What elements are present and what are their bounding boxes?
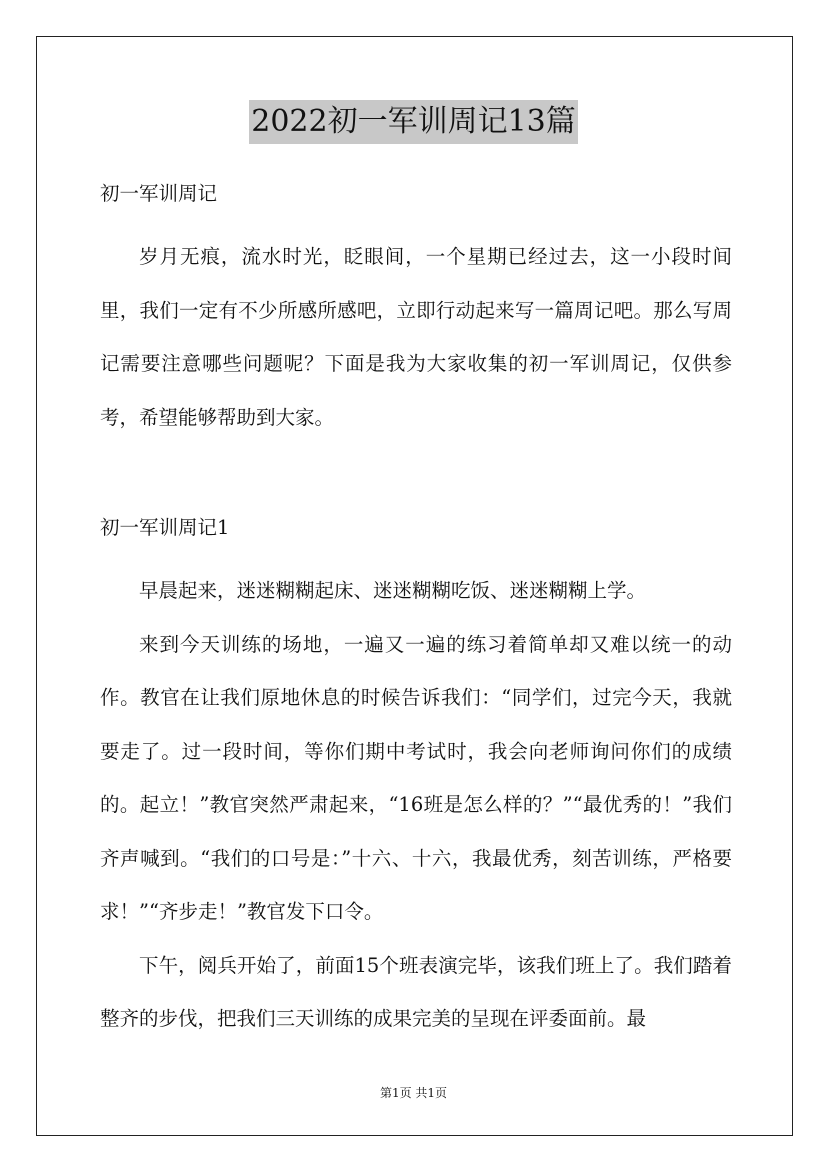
section-heading-1: 初一军训周记1 (100, 516, 230, 539)
spacer (100, 550, 732, 564)
body-paragraph: 下午，阅兵开始了，前面15个班表演完毕，该我们班上了。我们踏着整齐的步伐，把我们三天训练的成果完美的呈现在评委面前。最 (100, 953, 732, 1030)
spacer (100, 216, 732, 230)
document-body (100, 172, 732, 1046)
page-footer: 第1页 共1页 (379, 1086, 448, 1100)
section-heading-intro: 初一军训周记 (100, 182, 218, 205)
title-container (0, 100, 827, 144)
body-paragraph: 早晨起来，迷迷糊糊起床、迷迷糊糊吃饭、迷迷糊糊上学。 (139, 579, 647, 602)
intro-paragraph: 岁月无痕，流水时光，眨眼间，一个星期已经过去，这一小段时间里，我们一定有不少所感所感吧，立即行动起来写一篇周记吧。那么写周记需要注意哪些问题呢？下面是我为大家收集的初一军训周记，仅供参考，希望能够帮助到大家。 (100, 245, 732, 429)
document-title: 2022初一军训周记13篇 (249, 100, 578, 144)
spacer (100, 444, 732, 506)
body-paragraph: 来到今天训练的场地，一遍又一遍的练习着简单却又难以统一的动作。教官在让我们原地休息的时候告诉我们：“同学们，过完今天，我就要走了。过一段时间，等你们期中考试时，我会向老师询问你们的成绩的。起立！”教官突然严肃起来，“16班是怎么样的？”“最优秀的！”我们齐声喊到。“我们的口号是：”十六、十六，我最优秀，刻苦训练，严格要求！”“齐步走！”教官发下口令。 (100, 632, 732, 923)
